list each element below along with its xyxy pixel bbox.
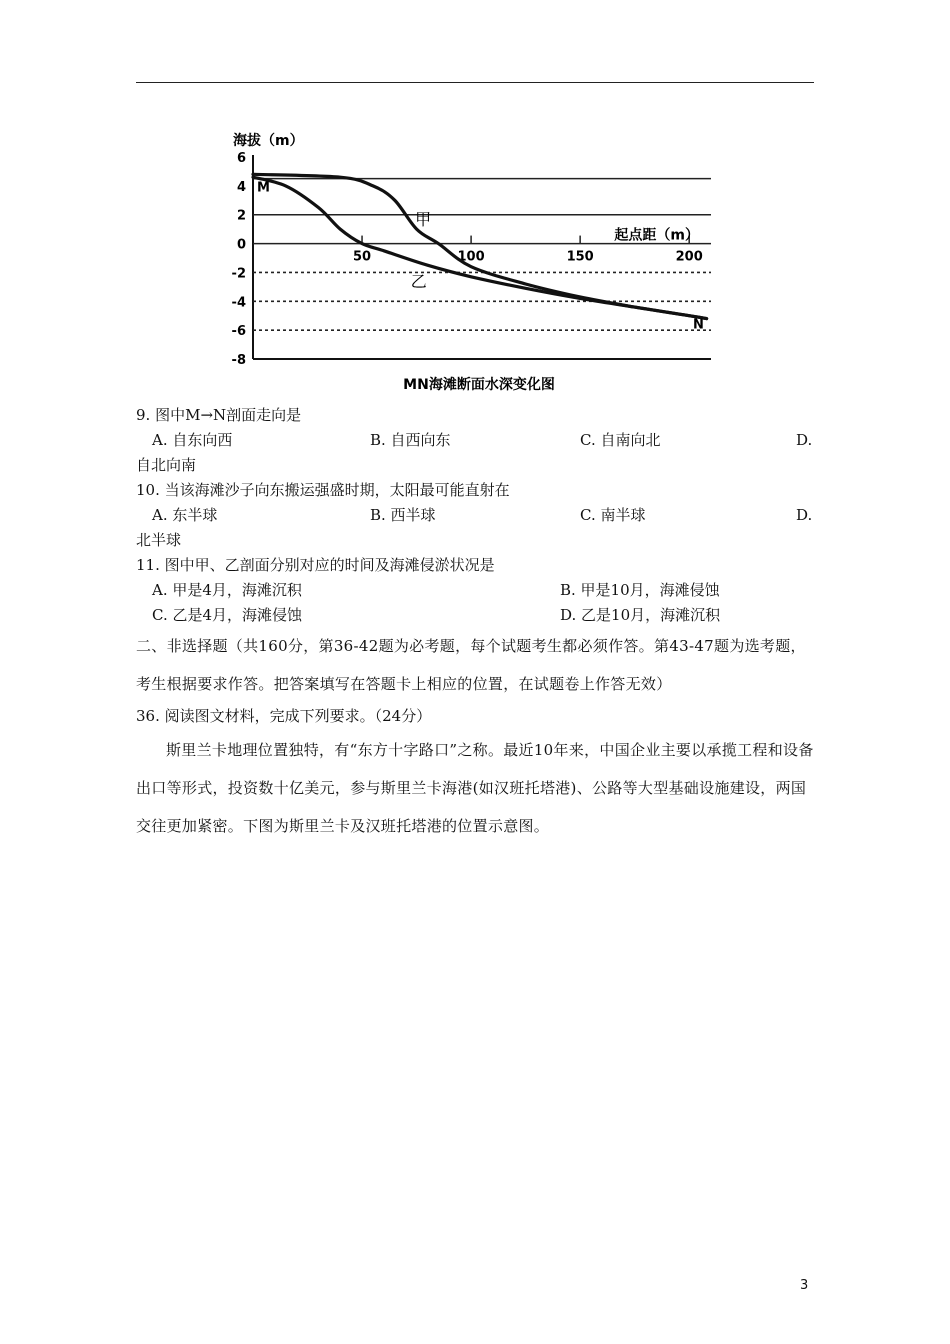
- q9-option-c: C. 自南向北: [580, 431, 661, 449]
- q10-option-c: C. 南半球: [580, 506, 646, 524]
- y-axis-label: 海拔（m）: [233, 133, 304, 149]
- header-rule: [136, 82, 814, 83]
- q10-option-b: B. 西半球: [370, 506, 436, 524]
- y-tick-label-0: 6: [236, 151, 246, 166]
- q11-option-d: D. 乙是10月，海滩沉积: [560, 606, 721, 624]
- q11-option-b: B. 甲是10月，海滩侵蚀: [560, 581, 720, 599]
- q36-stem: 36. 阅读图文材料，完成下列要求。（24分）: [136, 707, 432, 725]
- y-tick-label-4: -2: [231, 266, 246, 282]
- x-tick-label-1: 100: [457, 249, 485, 265]
- point-label-n: N: [693, 317, 704, 333]
- q11-option-c: C. 乙是4月，海滩侵蚀: [152, 606, 303, 624]
- q10-option-a: A. 东半球: [152, 506, 218, 524]
- series-label-jia: 甲: [415, 209, 432, 229]
- q9-option-b: B. 自西向东: [370, 431, 451, 449]
- x-tick-label-3: 200: [675, 249, 703, 265]
- series-line-yi: [253, 177, 707, 318]
- q9-option-d: D.: [796, 431, 813, 449]
- q9-stem: 9. 图中M→N剖面走向是: [136, 406, 302, 424]
- q36-material: 斯里兰卡地理位置独特，有“东方十字路口”之称。最近10年来，中国企业主要以承揽工程和设备出口等形式，投资数十亿美元，参与斯里兰卡海港(如汉班托塔港)、公路等大型基础设施建设，两国交往更加紧密。下图为斯里兰卡及汉班托塔港的位置示意图。: [136, 741, 814, 835]
- q11-option-a: A. 甲是4月，海滩沉积: [152, 581, 302, 599]
- point-label-m: M: [257, 180, 270, 196]
- beach-profile-chart: [226, 127, 726, 397]
- chart-layer: [232, 132, 711, 368]
- q10-option-d-text: 北半球: [136, 531, 182, 549]
- y-tick-label-2: 2: [236, 208, 246, 224]
- section-2-instructions: 二、非选择题（共160分，第36-42题为必考题，每个试题考生都必须作答。第43-47题为选考题，考生根据要求作答。把答案填写在答题卡上相应的位置，在试题卷上作答无效）: [136, 637, 806, 693]
- q9-option-a: A. 自东向西: [152, 431, 233, 449]
- q10-option-d: D.: [796, 506, 813, 524]
- y-tick-label-7: -8: [231, 353, 246, 368]
- y-tick-label-3: 0: [236, 237, 246, 253]
- series-line-jia: [253, 174, 707, 318]
- y-tick-label-6: -6: [231, 324, 246, 340]
- page-number: 3: [800, 1278, 809, 1293]
- series-label-yi: 乙: [410, 271, 427, 291]
- y-tick-label-1: 4: [236, 179, 246, 195]
- q9-option-d-text: 自北向南: [136, 456, 197, 474]
- q11-stem: 11. 图中甲、乙剖面分别对应的时间及海滩侵淤状况是: [136, 556, 495, 574]
- x-axis-label: 起点距（m）: [614, 227, 699, 244]
- q10-stem: 10. 当该海滩沙子向东搬运强盛时期，太阳最可能直射在: [136, 481, 510, 499]
- x-tick-label-0: 50: [353, 249, 372, 265]
- y-tick-label-5: -4: [231, 295, 246, 311]
- chart-title: MN海滩断面水深变化图: [403, 377, 555, 393]
- x-tick-label-2: 150: [566, 249, 594, 265]
